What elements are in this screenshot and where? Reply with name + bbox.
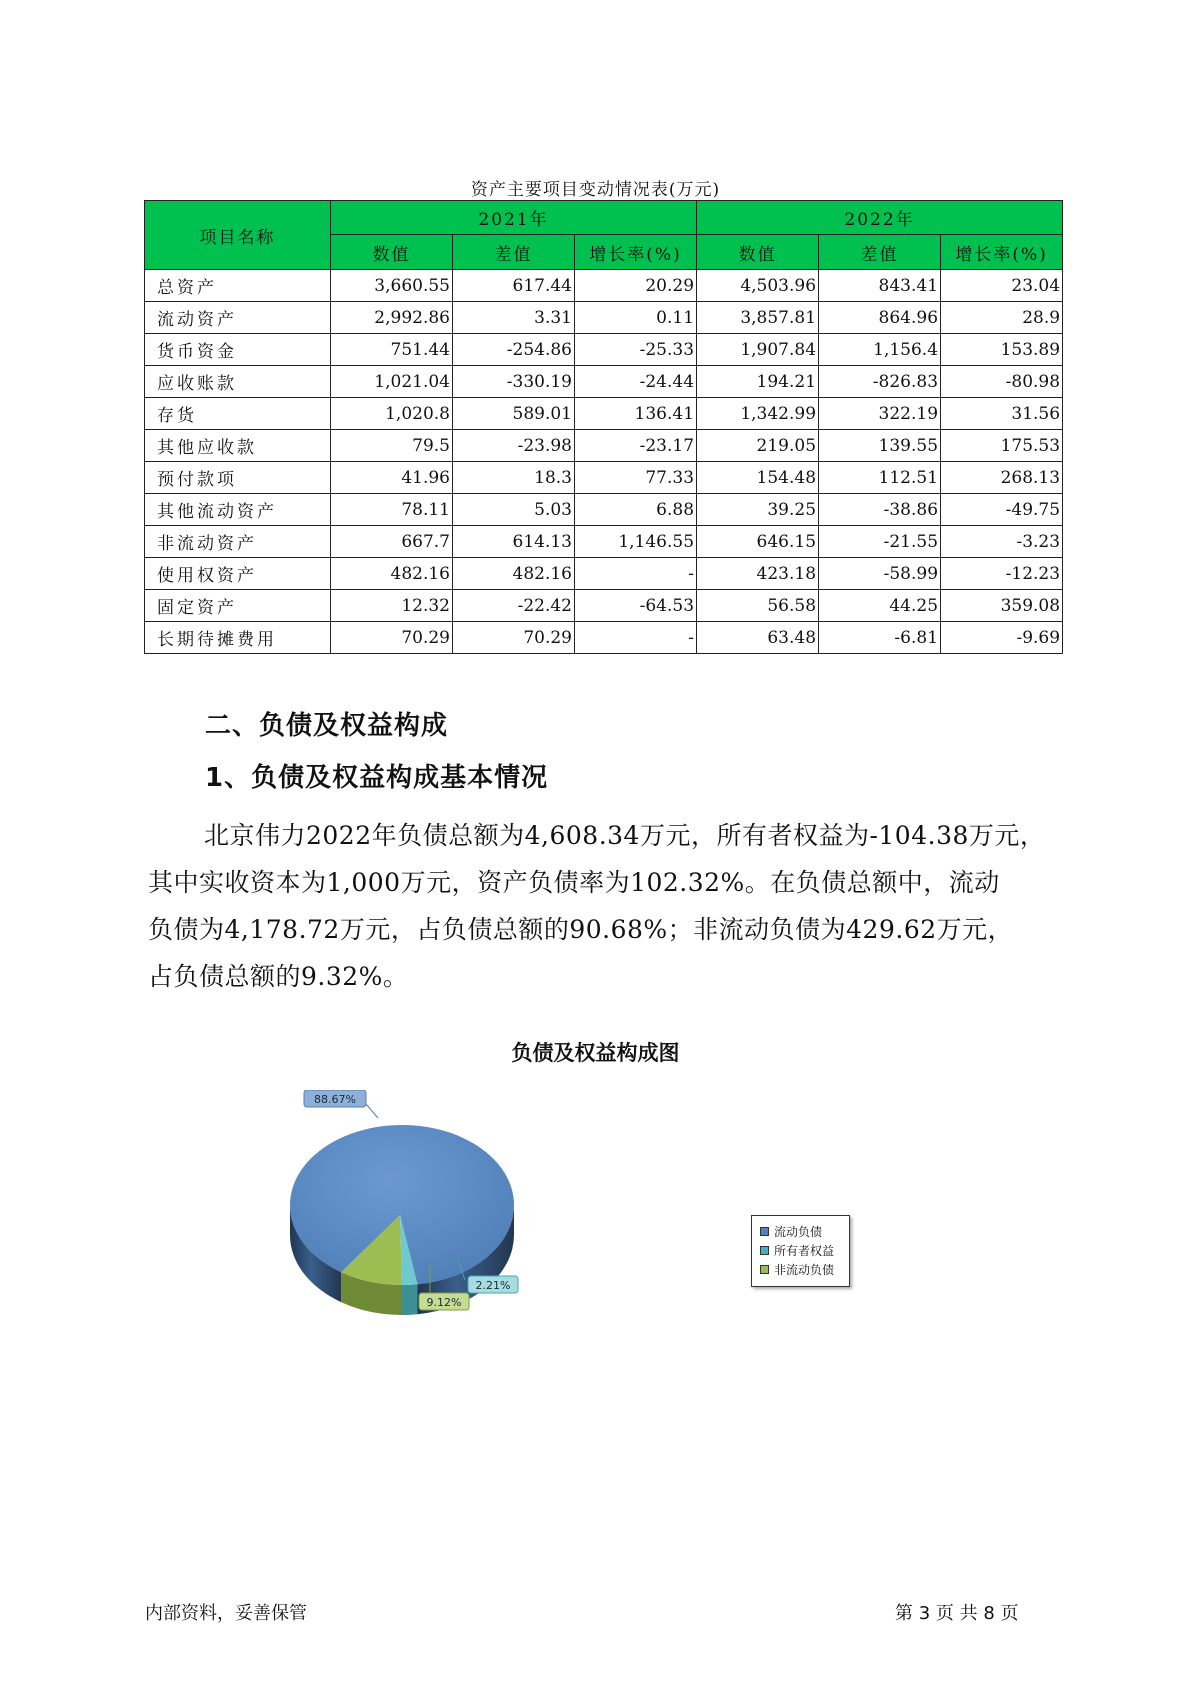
table-cell: -23.17 bbox=[575, 430, 697, 462]
table-cell: 751.44 bbox=[331, 334, 453, 366]
row-item-name: 使用权资产 bbox=[145, 558, 331, 590]
row-item-name: 流动资产 bbox=[145, 302, 331, 334]
table-row bbox=[145, 430, 1063, 462]
row-item-name: 预付款项 bbox=[145, 462, 331, 494]
table-cell: 28.9 bbox=[941, 302, 1063, 334]
legend-swatch bbox=[760, 1246, 769, 1255]
pie-data-label: 88.67% bbox=[314, 1093, 356, 1106]
table-cell: 614.13 bbox=[453, 526, 575, 558]
table-cell: 20.29 bbox=[575, 270, 697, 302]
table-cell: 3.31 bbox=[453, 302, 575, 334]
table-row bbox=[145, 366, 1063, 398]
table-cell: 1,907.84 bbox=[697, 334, 819, 366]
table-cell: 423.18 bbox=[697, 558, 819, 590]
table-cell: 219.05 bbox=[697, 430, 819, 462]
table-cell: -23.98 bbox=[453, 430, 575, 462]
table-cell: 1,342.99 bbox=[697, 398, 819, 430]
subsection-heading: 1、负债及权益构成基本情况 bbox=[205, 763, 549, 793]
table-cell: 136.41 bbox=[575, 398, 697, 430]
table-cell: - bbox=[575, 558, 697, 590]
table-cell: 154.48 bbox=[697, 462, 819, 494]
row-item-name: 其他应收款 bbox=[145, 430, 331, 462]
table-cell: 1,146.55 bbox=[575, 526, 697, 558]
table-cell: 70.29 bbox=[331, 622, 453, 654]
table-row bbox=[145, 526, 1063, 558]
table-cell: 23.04 bbox=[941, 270, 1063, 302]
row-item-name: 货币资金 bbox=[145, 334, 331, 366]
header-item-name: 项目名称 bbox=[145, 201, 331, 270]
table-row bbox=[145, 398, 1063, 430]
legend-label: 流动负债 bbox=[774, 1225, 823, 1239]
table-cell: 63.48 bbox=[697, 622, 819, 654]
table-caption: 资产主要项目变动情况表(万元) bbox=[470, 180, 721, 200]
table-cell: -254.86 bbox=[453, 334, 575, 366]
table-cell: 39.25 bbox=[697, 494, 819, 526]
footer-confidential-note: 内部资料，妥善保管 bbox=[145, 1603, 307, 1624]
table-cell: -22.42 bbox=[453, 590, 575, 622]
table-cell: - bbox=[575, 622, 697, 654]
table-cell: 31.56 bbox=[941, 398, 1063, 430]
table-cell: -330.19 bbox=[453, 366, 575, 398]
section-heading: 二、负债及权益构成 bbox=[205, 711, 449, 741]
legend-item bbox=[760, 1260, 849, 1279]
table-cell: 482.16 bbox=[331, 558, 453, 590]
table-row bbox=[145, 334, 1063, 366]
header-year-2022: 2022年 bbox=[697, 201, 1063, 235]
pie-data-label: 2.21% bbox=[475, 1279, 511, 1292]
legend-swatch bbox=[760, 1227, 769, 1236]
table-cell: 79.5 bbox=[331, 430, 453, 462]
table-cell: 2,992.86 bbox=[331, 302, 453, 334]
table-cell: 4,503.96 bbox=[697, 270, 819, 302]
chart-title: 负债及权益构成图 bbox=[511, 1041, 680, 1065]
table-row bbox=[145, 558, 1063, 590]
pie-data-label: 9.12% bbox=[426, 1296, 462, 1309]
table-cell: 268.13 bbox=[941, 462, 1063, 494]
table-cell: -64.53 bbox=[575, 590, 697, 622]
header-diff-2022: 差值 bbox=[819, 235, 941, 270]
table-cell: 359.08 bbox=[941, 590, 1063, 622]
table-cell: 667.7 bbox=[331, 526, 453, 558]
table-cell: -25.33 bbox=[575, 334, 697, 366]
table-cell: 175.53 bbox=[941, 430, 1063, 462]
table-row bbox=[145, 270, 1063, 302]
table-cell: -12.23 bbox=[941, 558, 1063, 590]
table-cell: -38.86 bbox=[819, 494, 941, 526]
row-item-name: 存货 bbox=[145, 398, 331, 430]
row-item-name: 固定资产 bbox=[145, 590, 331, 622]
table-cell: -80.98 bbox=[941, 366, 1063, 398]
table-cell: 70.29 bbox=[453, 622, 575, 654]
header-value-2021: 数值 bbox=[331, 235, 453, 270]
table-row bbox=[145, 590, 1063, 622]
table-cell: 77.33 bbox=[575, 462, 697, 494]
table-cell: 5.03 bbox=[453, 494, 575, 526]
header-growth-2021: 增长率(%) bbox=[575, 235, 697, 270]
table-row bbox=[145, 622, 1063, 654]
paragraph-line: 负债为4,178.72万元，占负债总额的90.68%；非流动负债为429.62万元， bbox=[148, 915, 1014, 944]
table-cell: 3,857.81 bbox=[697, 302, 819, 334]
table-cell: 78.11 bbox=[331, 494, 453, 526]
legend-item bbox=[760, 1241, 849, 1260]
table-cell: 589.01 bbox=[453, 398, 575, 430]
legend-swatch bbox=[760, 1265, 769, 1274]
table-cell: 112.51 bbox=[819, 462, 941, 494]
table-cell: 617.44 bbox=[453, 270, 575, 302]
row-item-name: 长期待摊费用 bbox=[145, 622, 331, 654]
row-item-name: 总资产 bbox=[145, 270, 331, 302]
header-value-2022: 数值 bbox=[697, 235, 819, 270]
table-cell: 864.96 bbox=[819, 302, 941, 334]
pie-slice-side bbox=[402, 1284, 418, 1315]
row-item-name: 非流动资产 bbox=[145, 526, 331, 558]
table-cell: 139.55 bbox=[819, 430, 941, 462]
footer-page-number: 第 3 页 共 8 页 bbox=[895, 1603, 1019, 1624]
table-cell: -826.83 bbox=[819, 366, 941, 398]
asset-change-table bbox=[144, 200, 1063, 654]
row-item-name: 应收账款 bbox=[145, 366, 331, 398]
table-cell: -49.75 bbox=[941, 494, 1063, 526]
table-cell: 153.89 bbox=[941, 334, 1063, 366]
table-row bbox=[145, 494, 1063, 526]
table-cell: -58.99 bbox=[819, 558, 941, 590]
table-cell: 18.3 bbox=[453, 462, 575, 494]
table-cell: -24.44 bbox=[575, 366, 697, 398]
table-cell: 1,020.8 bbox=[331, 398, 453, 430]
table-row bbox=[145, 462, 1063, 494]
table-cell: 44.25 bbox=[819, 590, 941, 622]
table-cell: 3,660.55 bbox=[331, 270, 453, 302]
table-cell: -3.23 bbox=[941, 526, 1063, 558]
header-growth-2022: 增长率(%) bbox=[941, 235, 1063, 270]
chart-legend bbox=[751, 1215, 850, 1287]
legend-item bbox=[760, 1222, 849, 1241]
table-cell: 482.16 bbox=[453, 558, 575, 590]
table-cell: 1,021.04 bbox=[331, 366, 453, 398]
table-cell: 6.88 bbox=[575, 494, 697, 526]
header-year-2021: 2021年 bbox=[331, 201, 697, 235]
table-cell: 194.21 bbox=[697, 366, 819, 398]
legend-label: 所有者权益 bbox=[774, 1244, 835, 1258]
table-cell: 0.11 bbox=[575, 302, 697, 334]
table-cell: -21.55 bbox=[819, 526, 941, 558]
table-cell: 646.15 bbox=[697, 526, 819, 558]
table-cell: 12.32 bbox=[331, 590, 453, 622]
header-diff-2021: 差值 bbox=[453, 235, 575, 270]
table-cell: -9.69 bbox=[941, 622, 1063, 654]
table-cell: 56.58 bbox=[697, 590, 819, 622]
legend-label: 非流动负债 bbox=[774, 1263, 835, 1277]
table-cell: 1,156.4 bbox=[819, 334, 941, 366]
summary-paragraph bbox=[148, 812, 1068, 1000]
pie-label-leader bbox=[366, 1104, 378, 1118]
table-row bbox=[145, 302, 1063, 334]
paragraph-line: 占负债总额的9.32%。 bbox=[148, 962, 409, 991]
table-cell: 41.96 bbox=[331, 462, 453, 494]
pie-chart bbox=[290, 1090, 580, 1360]
paragraph-line: 北京伟力2022年负债总额为4,608.34万元，所有者权益为-104.38万元， bbox=[204, 821, 1046, 850]
row-item-name: 其他流动资产 bbox=[145, 494, 331, 526]
table-cell: 843.41 bbox=[819, 270, 941, 302]
table-cell: 322.19 bbox=[819, 398, 941, 430]
paragraph-line: 其中实收资本为1,000万元，资产负债率为102.32%。在负债总额中，流动 bbox=[148, 868, 1000, 897]
table-cell: -6.81 bbox=[819, 622, 941, 654]
